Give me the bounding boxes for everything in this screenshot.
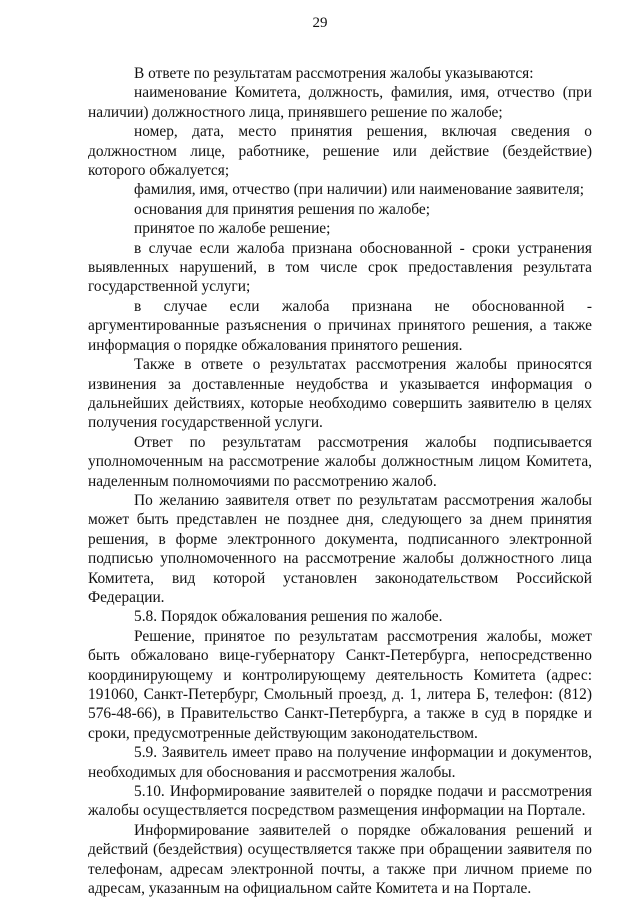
section-heading-5-8: 5.8. Порядок обжалования решения по жалобе. — [134, 608, 443, 626]
paragraph: Ответ по результатам рассмотрения жалобы подписывается уполномоченным на рассмотрение жалобы должностным лицом Комитета, наделенным полномочиями по рассмотрению жалоб. — [88, 433, 592, 490]
paragraph: 5.10. Информирование заявителей о порядке подачи и рассмотрения жалобы осуществляется посредством размещения информации на Портале. — [88, 783, 592, 820]
paragraph: в случае если жалоба признана обоснованной - сроки устранения выявленных нарушений, в том числе срок предоставления результата государственной услуги; — [88, 239, 592, 296]
paragraph: основания для принятия решения по жалобе; — [134, 200, 431, 218]
document-body — [88, 64, 592, 898]
paragraph: номер, дата, место принятия решения, включая сведения о должностном лице, работнике, решение или действие (бездействие) которого обжалуется; — [88, 123, 592, 180]
paragraph: В ответе по результатам рассмотрения жалобы указываются: — [134, 65, 534, 82]
paragraph: 5.9. Заявитель имеет право на получение информации и документов, необходимых для обоснования и рассмотрения жалобы. — [88, 744, 592, 781]
page-number: 29 — [312, 15, 328, 31]
paragraph: Также в ответе о результатах рассмотрения жалобы приносятся извинения за доставленные неудобства и указывается информация о дальнейших действиях, которые необходимо совершить заявителю в целях получения государственной услуги. — [88, 356, 592, 432]
paragraph: наименование Комитета, должность, фамилия, имя, отчество (при наличии) должностного лица, принявшего решение по жалобе; — [88, 84, 592, 121]
paragraph: Решение, принятое по результатам рассмотрения жалобы, может быть обжаловано вице-губернатору Санкт-Петербурга, непосредственно координирующему и контролирующему деятельность Комитета (адрес: 191060, Санкт-Петербург, Смольный проезд, д. 1, литера Б, телефон: (812) 576-48-66), в Правительство Санкт-Петербурга, а также в суд в порядке и сроки, предусмотренные действующим законодательством. — [88, 627, 592, 742]
paragraph: фамилия, имя, отчество (при наличии) или наименование заявителя; — [134, 181, 585, 199]
paragraph: По желанию заявителя ответ по результатам рассмотрения жалобы может быть представлен не позднее дня, следующего за днем принятия решения, в форме электронного документа, подписанного электронной подписью уполномоченного на рассмотрение жалобы должностного лица Комитета, вид которой установлен законодательством Российской Федерации. — [88, 491, 592, 606]
paragraph: принятое по жалобе решение; — [134, 220, 331, 238]
paragraph: в случае если жалоба признана не обоснованной - аргументированные разъяснения о причинах принятого решения, а также информация о порядке обжалования принятого решения. — [88, 297, 592, 354]
paragraph: Информирование заявителей о порядке обжалования решений и действий (бездействия) осуществляется также при обращении заявителя по телефонам, адресам электронной почты, а также при личном приеме по адресам, указанным на официальном сайте Комитета и на Портале. — [88, 821, 592, 898]
